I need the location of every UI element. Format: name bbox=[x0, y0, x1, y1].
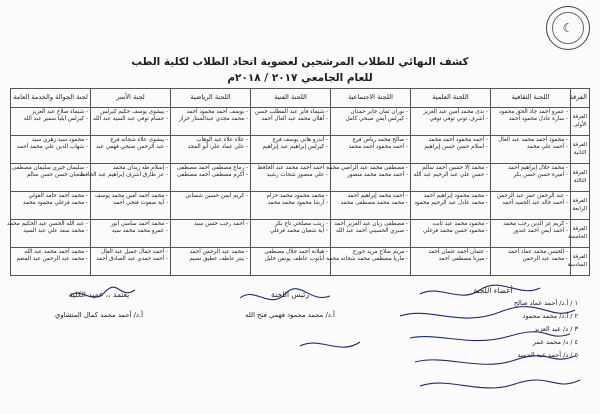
candidate-name: - صالح محمد رياض فرج bbox=[352, 137, 408, 143]
table-cell bbox=[331, 108, 411, 136]
candidate-name: - محمد عادل عبد الرحيم محمود bbox=[414, 200, 488, 207]
table-cell bbox=[411, 192, 491, 220]
candidate-name: - محمد أحمد حامد القولي bbox=[28, 193, 88, 199]
candidate-name: - أحمد رجب حسن سيد bbox=[194, 221, 248, 227]
candidate-name: - محمد محمود محمد حزام bbox=[266, 193, 328, 199]
candidate-name: - محمد أحمد محمد عبد الله bbox=[24, 249, 88, 255]
table-row bbox=[11, 136, 590, 164]
candidate-name: - أرشا محمود محمد محمد bbox=[267, 200, 328, 207]
candidate-name: - شعبان حسن حسن سالم bbox=[26, 172, 88, 179]
table-cell bbox=[491, 248, 571, 276]
candidate-name: - أية شعبان محمد فرغلي bbox=[269, 228, 328, 235]
candidate-name: - عبد الرحمن عمر عبد الرحمن bbox=[496, 193, 568, 199]
candidate-name: - شيماء صلاح عبد العزيز bbox=[31, 109, 88, 115]
candidate-name: - أحمد محمود أحمد محمد bbox=[348, 144, 408, 151]
candidate-name: - أحمد محمد إبراهيم أحمد bbox=[347, 193, 408, 199]
table-cell bbox=[326, 164, 411, 192]
candidate-name: - محمد مجدي عبدالستار حراز bbox=[179, 116, 248, 123]
table-cell bbox=[411, 108, 491, 136]
candidate-name: - أحمد محمد محمد منصور bbox=[347, 172, 408, 179]
table-cell bbox=[331, 220, 411, 248]
document-title: كشف النهائي للطلاب المرشحين لعضوية اتحاد الطلاب لكلية الطب bbox=[131, 56, 469, 68]
table-cell bbox=[91, 108, 171, 136]
candidate-name: - أشرف توني توفي توفي bbox=[429, 116, 488, 123]
table-row bbox=[11, 164, 590, 192]
candidate-name: - مصطفى زيان عبد العزيز أحمد bbox=[334, 221, 408, 227]
candidate-name: - عبد الرحمن صبحي فهمي عبد bbox=[96, 144, 168, 151]
candidate-name: - علي عماد علي أبو المجد bbox=[187, 144, 248, 151]
table-cell bbox=[251, 108, 331, 136]
table-cell bbox=[171, 248, 251, 276]
candidate-name: - محمد أحمد ساسي أنور bbox=[110, 221, 168, 227]
table-cell bbox=[251, 136, 331, 164]
chair-title: رئيس اللجنة bbox=[271, 290, 309, 299]
column-header: لجنة الجوالة والخدمة العامة bbox=[11, 89, 91, 108]
candidate-name: - نوران ثمان جابر حمدان bbox=[350, 109, 408, 115]
table-cell bbox=[11, 192, 91, 220]
candidate-name: - بيشوى علاء شحاته فرج bbox=[110, 137, 168, 143]
table-cell bbox=[411, 220, 491, 248]
table-row bbox=[11, 220, 590, 248]
university-logo-icon: ☾ bbox=[546, 6, 590, 50]
table-row bbox=[11, 108, 590, 136]
column-header: لجنة الأسر bbox=[91, 89, 171, 108]
table-cell bbox=[91, 192, 171, 220]
member-signature-line: ١ / أ.د/ أحمد عماد صالح bbox=[513, 299, 578, 307]
table-cell bbox=[91, 248, 171, 276]
table-header-row bbox=[11, 89, 590, 108]
candidate-name: - عمرو محمد محمد سيد bbox=[111, 228, 168, 235]
candidate-name: - محمد أحمد أمين محمد يوسف bbox=[94, 193, 168, 199]
document-subtitle: للعام الجامعي ٢٠١٧ / ٢٠١٨م bbox=[227, 72, 373, 84]
table-cell bbox=[11, 136, 91, 164]
table-cell bbox=[491, 136, 571, 164]
candidate-name: - محمد جلال إبراهيم أحمد bbox=[507, 165, 568, 171]
table-cell bbox=[91, 220, 171, 248]
candidate-name: - الحسن محمد عماد أحمد bbox=[508, 249, 568, 255]
table-cell bbox=[491, 108, 571, 136]
candidate-name: - سليمان خيري سليمان مصطفى bbox=[11, 165, 88, 171]
table-row bbox=[11, 192, 590, 220]
candidate-name: - زينب مصلحي تاج بكر bbox=[274, 221, 328, 227]
table-cell bbox=[251, 164, 331, 192]
candidate-name: - محمود أحمد محمد عبد العال bbox=[498, 137, 568, 143]
members-title: أعضاء اللجنة bbox=[473, 286, 513, 295]
table-cell bbox=[491, 164, 571, 192]
candidate-name: - اسلام حسن حسن إبراهيم bbox=[424, 144, 488, 151]
candidate-name: - أحمد أيمن أحمد غندور bbox=[512, 228, 568, 235]
dean-title: يعتمد ،، عميد الكلية bbox=[68, 290, 130, 299]
candidate-name: - علي منصور شحات رشيد bbox=[266, 172, 328, 179]
table-cell bbox=[411, 248, 491, 276]
candidate-name: - عثمان أحمد عثمان أحمد bbox=[428, 249, 488, 255]
candidate-name: - أحمد محمود أحمد محمد bbox=[428, 137, 488, 143]
column-header: اللجنة العلمية bbox=[411, 89, 491, 108]
candidate-name: - عز طارق أشرف إبراهيم عبد الحافظ bbox=[79, 172, 168, 179]
candidate-name: - علاء علاء عبد الوهاب bbox=[196, 137, 248, 143]
candidate-name: - ندى محمد أمين عبد العزيز bbox=[423, 109, 488, 115]
candidate-name: - أبانوب عاطف يونس خليل bbox=[264, 256, 328, 263]
table-cell bbox=[331, 136, 411, 164]
table-cell bbox=[11, 164, 91, 192]
candidate-name: - ميرنا مصطفى أحمد bbox=[438, 256, 488, 263]
row-label: الفرقة الثانية bbox=[571, 136, 590, 164]
candidate-name: - محمد عبد الرحمن أحمد bbox=[189, 249, 248, 255]
candidate-name: - أندرو هاني يوسف فرج bbox=[272, 137, 328, 143]
table-cell bbox=[251, 192, 331, 220]
candidate-name: - كيرلس ايليا سمير عبد الله bbox=[23, 116, 88, 123]
table-cell bbox=[91, 136, 171, 164]
table-row bbox=[11, 248, 590, 276]
candidate-name: - محمد عبد الرحمن عبد المنعم bbox=[16, 256, 88, 263]
table-cell bbox=[491, 220, 571, 248]
candidate-name: - كريم أيمن حسين شمناني bbox=[185, 193, 248, 199]
candidate-name: - كيرلس أيمن صبحي كامل bbox=[345, 116, 408, 123]
candidate-name: - محمود حسن محمد فرغلي bbox=[422, 228, 488, 235]
row-label: الفرقة الرابعة bbox=[571, 192, 590, 220]
table-cell bbox=[7, 220, 91, 248]
table-cell bbox=[11, 108, 91, 136]
candidate-name: - أحمد جمال جميل عبد العال bbox=[101, 249, 168, 255]
column-header: اللجنة الاجتماعية bbox=[331, 89, 411, 108]
table-cell bbox=[251, 248, 331, 276]
candidate-name: - أحمد أحمد محمد عبد الحافظ bbox=[257, 165, 328, 171]
member-signature-line: ٤ / د/ محمد عمر bbox=[532, 338, 578, 346]
candidate-name: - أحمد خالد عبد الحميد أحمد bbox=[502, 200, 568, 207]
candidate-name: - بيتر عاطف عطيق نسيم bbox=[189, 256, 248, 263]
candidate-name: - مصطفى محمد عبد الراضي محمد bbox=[326, 165, 408, 171]
candidate-name: - مريم صلاح مريد جورج bbox=[352, 249, 408, 255]
committee-chair-block bbox=[190, 290, 390, 319]
table-cell bbox=[251, 220, 331, 248]
table-cell bbox=[411, 164, 491, 192]
candidate-name: - أحمد علي محمد bbox=[526, 144, 568, 151]
candidate-name: - حسام توفي عبد السيد عبد الله bbox=[93, 116, 168, 123]
column-header: الفرقة bbox=[571, 89, 590, 108]
dean-name: أ.د/ أحمد محمد كمال المنشاوي bbox=[55, 311, 143, 319]
candidate-name: - حسن علي عبد الرحيم عبد الله bbox=[413, 172, 488, 179]
candidate-name: - أكرم مصطفى أحمد مصطفى bbox=[177, 172, 248, 179]
table-cell bbox=[326, 248, 411, 276]
candidate-name: - ماريا مصطفى محمد شحاته محمد bbox=[326, 256, 408, 263]
member-signature-line: ٥ / د/ أحمد عبد الحميد bbox=[517, 351, 578, 359]
member-signature-line: ٢ / أ.د/ محمد محمود bbox=[522, 312, 578, 320]
candidate-name: - أهلان محمد عبد العال أحمد bbox=[261, 116, 328, 123]
candidate-name: - عبد الله الحسن عبد الحكيم محمد bbox=[7, 221, 88, 227]
candidate-name: - أية صفوت فتحي أحمد bbox=[113, 200, 168, 207]
table-cell bbox=[171, 164, 251, 192]
candidate-name: - محمد عبد الرحمن bbox=[522, 256, 568, 263]
row-label: الفرقة الخامسة bbox=[571, 220, 590, 248]
committee-members-block bbox=[408, 286, 578, 364]
row-label: الفرقة السادسة bbox=[571, 248, 590, 276]
table-cell bbox=[11, 248, 91, 276]
candidate-name: - محمد محمد مصطفى محمد bbox=[340, 200, 408, 207]
candidates-table bbox=[7, 88, 590, 276]
dean-approval-block bbox=[24, 290, 174, 319]
candidate-name: - محمود محمد عبد ثابت bbox=[432, 221, 488, 227]
candidate-name: - شهاب الدين علي محمد أحمد bbox=[17, 144, 88, 151]
table-cell bbox=[411, 136, 491, 164]
candidate-name: - سارة عادل محمود أحمد bbox=[508, 116, 568, 123]
column-header: اللجنة الثقافية bbox=[491, 89, 571, 108]
row-label: الفرقة الثالثة bbox=[571, 164, 590, 192]
candidate-name: - يوسف أحمد محمود أحمد bbox=[186, 109, 248, 115]
candidate-name: - إسلام طه زيدان محمد bbox=[112, 165, 168, 171]
table-cell bbox=[171, 220, 251, 248]
table-cell bbox=[491, 192, 571, 220]
column-header: اللجنة الرياضية bbox=[171, 89, 251, 108]
table-cell bbox=[171, 136, 251, 164]
member-signature-line: ٣ / د/ عبد العزيز bbox=[533, 325, 578, 333]
candidate-name: - أميرة حسن حسن بكر bbox=[513, 172, 568, 179]
candidate-name: - كيرلس إبراهيم عبد إبراهيم bbox=[262, 144, 328, 151]
candidate-name: - أحمد حمدي عبد الصادق أحمد bbox=[96, 256, 168, 263]
candidate-name: - كريم عز الدين رجب محمد bbox=[503, 221, 568, 227]
table-cell bbox=[171, 108, 251, 136]
candidate-name: - هيلانة أحمد جلال مصطفى bbox=[264, 249, 328, 255]
candidate-name: - رماح مصطفى أحمد مصطفى bbox=[176, 165, 248, 171]
candidate-name: - محمد فرغلي محمود محمد bbox=[22, 200, 88, 207]
candidate-name: - محمود سيد زهري سيد bbox=[31, 137, 88, 143]
row-label: الفرقة الأولى bbox=[571, 108, 590, 136]
table-cell bbox=[171, 192, 251, 220]
candidate-name: - صبري الحسيني أحمد عبد الله bbox=[336, 228, 408, 235]
table-cell bbox=[79, 164, 171, 192]
candidate-name: - شيماء فايز عبد المطلب حسن bbox=[255, 109, 328, 115]
candidate-name: - محمد إلا حسين أحمد سالم bbox=[422, 165, 488, 171]
column-header: اللجنة الفنية bbox=[251, 89, 331, 108]
candidate-name: - محمد محمود إبراهيم أحمد bbox=[423, 193, 488, 199]
candidate-name: - بيشوى يوسف حكيم كيرلس bbox=[100, 109, 168, 115]
chair-name: أ.د/ محمد محمود فهمي فتح الله bbox=[245, 311, 335, 319]
candidate-name: - عمرو احمد جاد الحق محمود bbox=[499, 109, 568, 115]
table-cell bbox=[331, 192, 411, 220]
candidate-name: - محمد سعد علي عبد السيد bbox=[23, 228, 88, 235]
